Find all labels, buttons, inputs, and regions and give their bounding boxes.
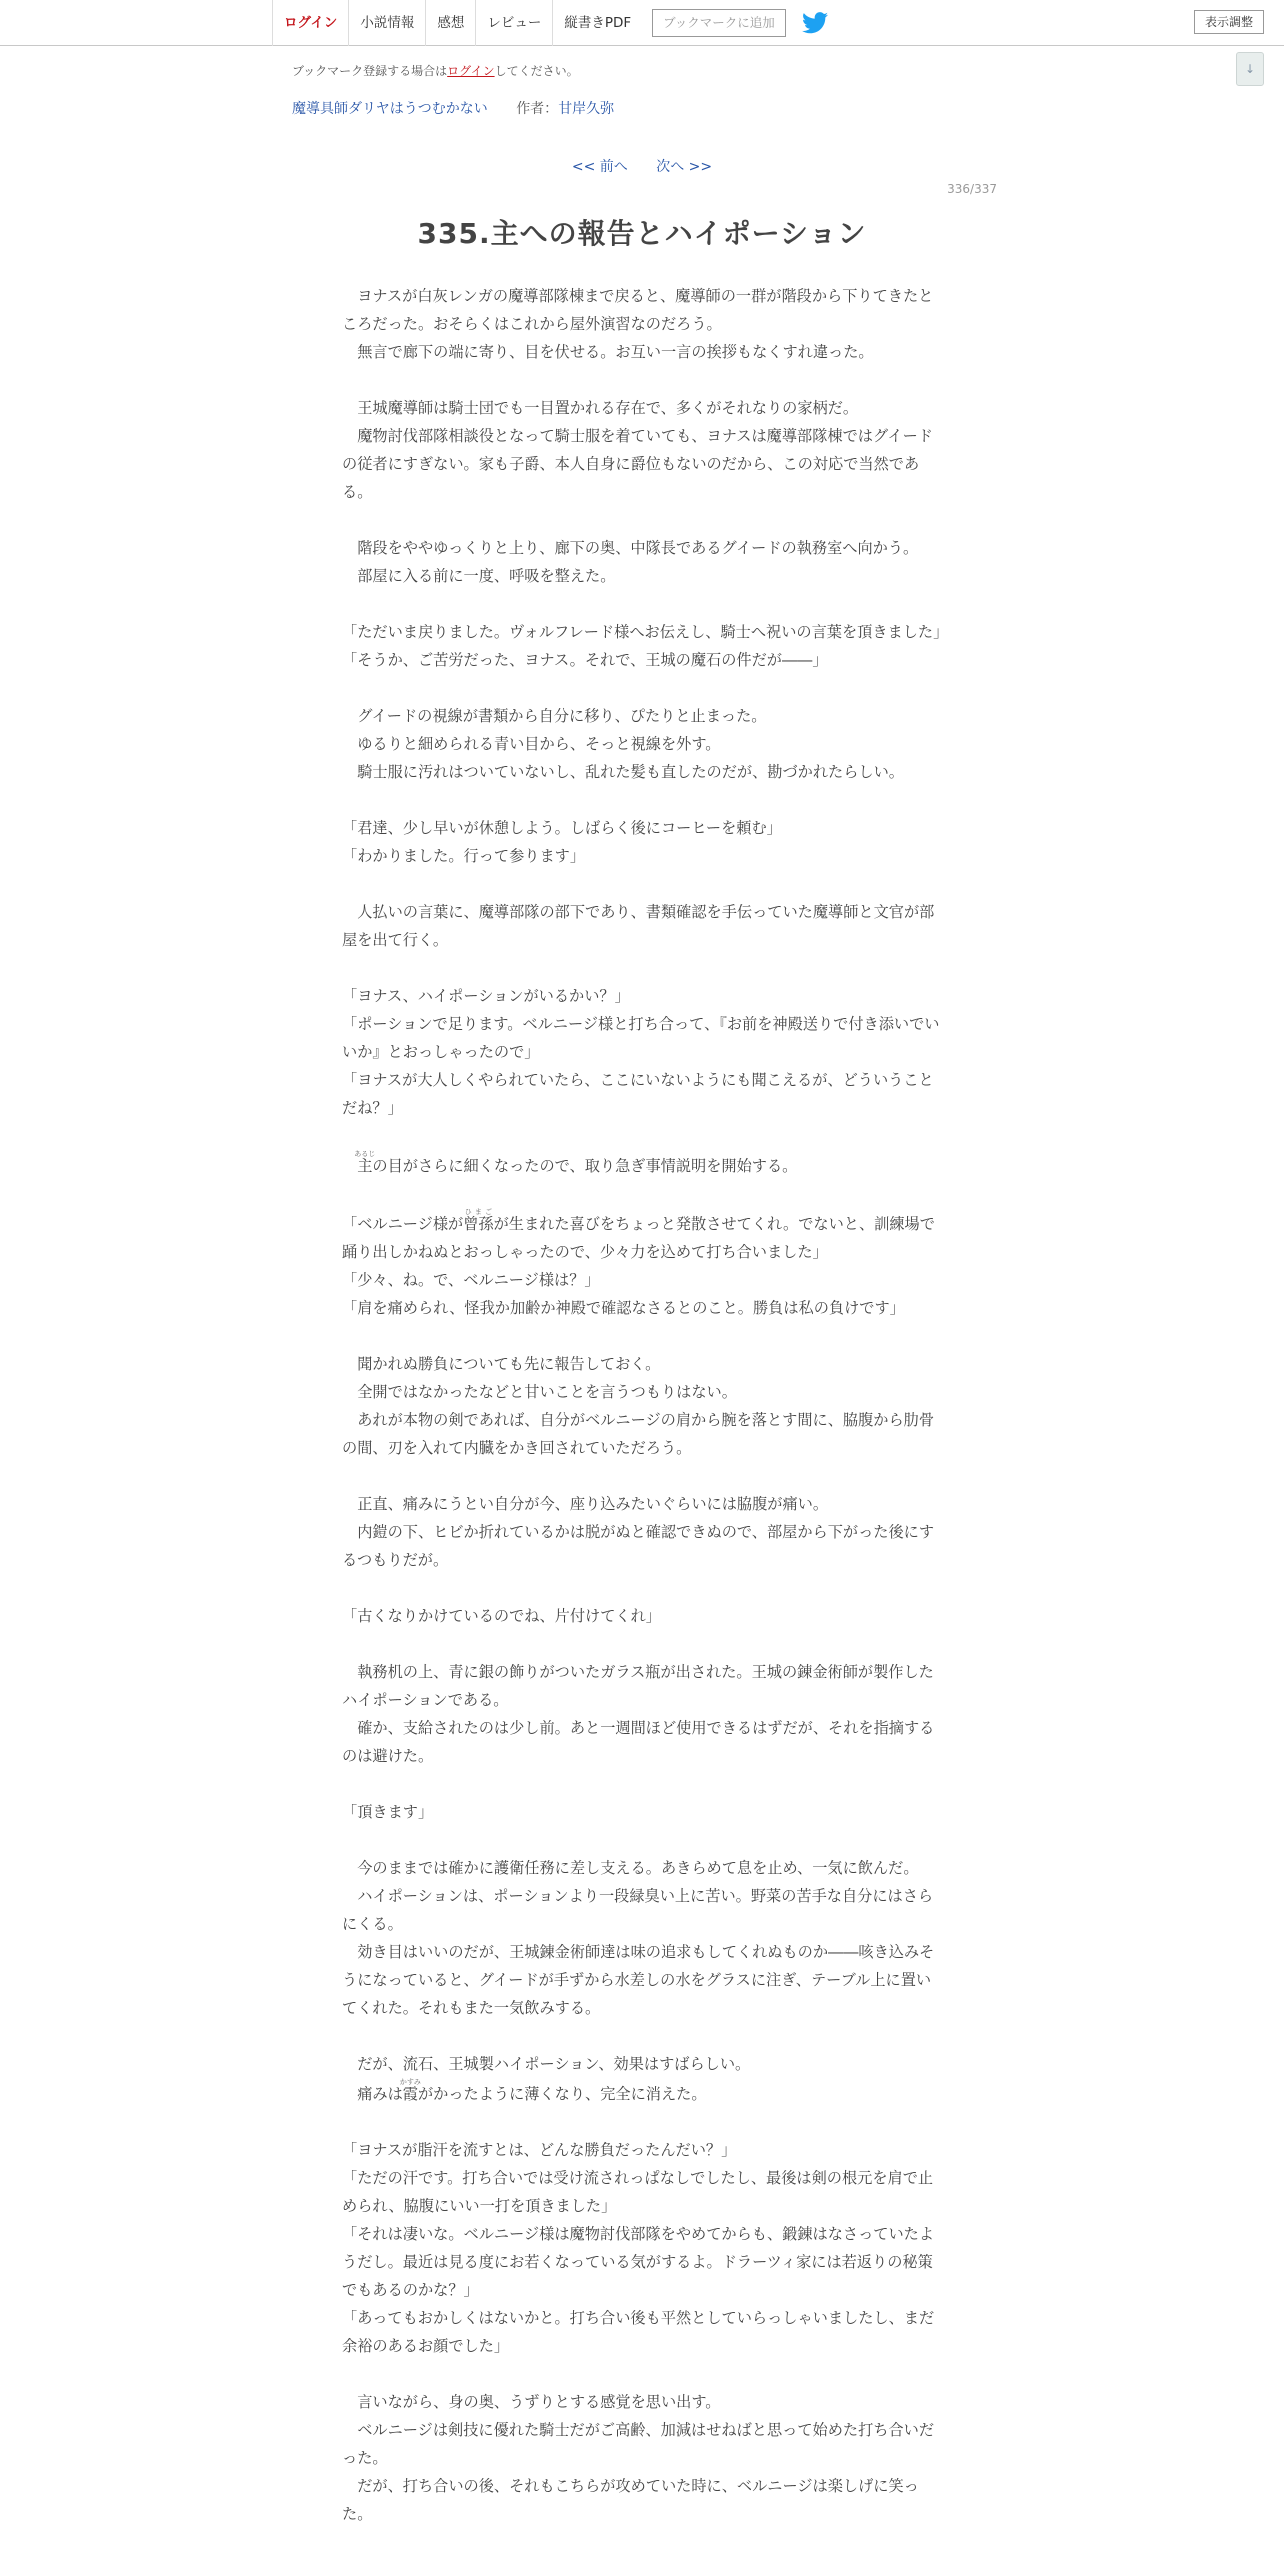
body-paragraph: 「わかりました。行って参ります」 bbox=[342, 847, 585, 865]
blank-line bbox=[342, 786, 942, 814]
blank-line bbox=[342, 506, 942, 534]
body-paragraph: ベルニージは剣技に優れた騎士だがご高齢、加減はせねばと思って始めた打ち合いだった。 bbox=[342, 2421, 935, 2467]
body-paragraph: 確か、支給されたのは少し前。あと一週間ほど使用できるはずだが、それを指摘するのは避けた。 bbox=[342, 1719, 935, 1765]
blank-line bbox=[342, 1770, 942, 1798]
body-paragraph: 今のままでは確かに護衛任務に差し支える。あきらめて息を止め、一気に飲んだ。 bbox=[342, 1859, 919, 1877]
notice-login-link[interactable]: ログイン bbox=[447, 64, 495, 78]
chapter-counter: 336/337 bbox=[947, 182, 997, 196]
body-paragraph: 無言で廊下の端に寄り、目を伏せる。お互い一言の挨拶もなくすれ違った。 bbox=[342, 343, 874, 361]
blank-line bbox=[342, 870, 942, 898]
body-paragraph: 「頂きます」 bbox=[342, 1803, 434, 1821]
body-paragraph: 「古くなりかけているのでね、片付けてくれ」 bbox=[342, 1607, 661, 1625]
body-paragraph: 正直、痛みにうとい自分が今、座り込みたいぐらいには脇腹が痛い。 bbox=[342, 1495, 828, 1513]
blank-line bbox=[342, 2360, 942, 2388]
body-paragraph: 「ヨナスが大人しくやられていたら、ここにいないようにも聞こえるが、どういうことだね？」 bbox=[342, 1071, 934, 1117]
blank-line bbox=[342, 674, 942, 702]
ruby-base: 霞 bbox=[399, 2085, 421, 2103]
novel-title-link[interactable]: 魔導具師ダリヤはうつむかない bbox=[292, 101, 488, 117]
blank-line bbox=[342, 1322, 942, 1350]
body-paragraph: 「ヨナスが脂汗を流すとは、どんな勝負だったんだい？」 bbox=[342, 2141, 737, 2159]
blank-line bbox=[342, 1462, 942, 1490]
blank-line bbox=[342, 590, 942, 618]
nav-novel-info-link[interactable]: 小説情報 bbox=[348, 0, 425, 46]
ruby-annotation bbox=[354, 1150, 376, 1175]
display-settings-button[interactable]: 表示調整 bbox=[1194, 10, 1264, 34]
blank-line bbox=[342, 1826, 942, 1854]
blank-line bbox=[342, 954, 942, 982]
ruby-base: 主 bbox=[354, 1157, 376, 1175]
notice-text-before: ブックマーク登録する場合は bbox=[292, 64, 448, 78]
bookmark-add-button[interactable]: ブックマークに追加 bbox=[652, 9, 786, 37]
body-paragraph: 「ただの汗です。打ち合いでは受け流されっぱなしでしたし、最後は剣の根元を肩で止められ、脇腹にいい一打を頂きました」 bbox=[342, 2169, 934, 2215]
ruby-annotation bbox=[463, 1208, 494, 1233]
blank-line bbox=[342, 2108, 942, 2136]
body-paragraph: だが、打ち合いの後、それもこちらが攻めていた時に、ベルニージは楽しげに笑った。 bbox=[342, 2477, 919, 2523]
body-paragraph: 「あってもおかしくはないかと。打ち合い後も平然としていらっしゃいましたし、まだ余裕のあるお顔でした」 bbox=[342, 2309, 935, 2355]
bookmark-login-notice bbox=[292, 62, 579, 79]
body-paragraph: 「ポーションで足ります。ベルニージ様と打ち合って、『お前を神殿送りで付き添いでいいか』とおっしゃったので」 bbox=[342, 1015, 940, 1061]
blank-line bbox=[342, 1630, 942, 1658]
body-paragraph: 王城魔導師は騎士団でも一目置かれる存在で、多くがそれなりの家柄だ。 bbox=[342, 399, 859, 417]
prev-chapter-link[interactable]: << 前へ bbox=[571, 159, 628, 175]
body-paragraph: 効き目はいいのだが、王城錬金術師達は味の追求もしてくれぬものか――咳き込みそうになっていると、グイードが手ずから水差しの水をグラスに注ぎ、テーブル上に置いてくれた。それもまた一気飲みする。 bbox=[342, 1943, 935, 2017]
author-link[interactable]: 甘岸久弥 bbox=[558, 101, 615, 117]
nav-pdf-link[interactable]: 縦書きPDF bbox=[552, 0, 642, 46]
body-paragraph: グイードの視線が書類から自分に移り、ぴたりと止まった。 bbox=[342, 707, 767, 725]
body-paragraph: 「肩を痛められ、怪我か加齢か神殿で確認なさるとのこと。勝負は私の負けです」 bbox=[342, 1299, 905, 1317]
body-paragraph: 魔物討伐部隊相談役となって騎士服を着ていても、ヨナスは魔導部隊棟ではグイードの従者にすぎない。家も子爵、本人自身に爵位もないのだから、この対応で当然である。 bbox=[342, 427, 933, 501]
body-paragraph: 「少々、ね。で、ベルニージ様は？」 bbox=[342, 1271, 600, 1289]
body-paragraph: 「ベルニージ様が曾孫ひまごが生まれた喜びをちょっと発散させてくれ。でないと、訓練場で踊り出しかねぬとおっしゃったので、少々力を込めて打ち合いました」 bbox=[342, 1208, 935, 1261]
blank-line bbox=[342, 366, 942, 394]
top-bar bbox=[0, 0, 1284, 46]
blank-line bbox=[342, 1180, 942, 1208]
author-label: 作者： bbox=[516, 101, 559, 117]
chapter-title: 335.主への報告とハイポーション bbox=[417, 217, 867, 250]
body-paragraph: ヨナスが白灰レンガの魔導部隊棟まで戻ると、魔導師の一群が階段から下りてきたところだった。おそらくはこれから屋外演習なのだろう。 bbox=[342, 287, 934, 333]
nav-login-link[interactable]: ログイン bbox=[272, 0, 348, 46]
blank-line bbox=[342, 1574, 942, 1602]
body-paragraph: 階段をややゆっくりと上り、廊下の奥、中隊長であるグイードの執務室へ向かう。 bbox=[342, 539, 919, 557]
ruby-annotation bbox=[399, 2078, 421, 2103]
body-paragraph: だが、流石、王城製ハイポーション、効果はすばらしい。 bbox=[342, 2055, 751, 2073]
next-chapter-link[interactable]: 次へ >> bbox=[656, 159, 713, 175]
chapter-pager bbox=[0, 156, 1284, 176]
ruby-reading: かすみ bbox=[399, 2078, 421, 2086]
body-paragraph: 人払いの言葉に、魔導部隊の部下であり、書類確認を手伝っていた魔導師と文官が部屋を出て行く。 bbox=[342, 903, 935, 949]
ruby-base: 曾孫 bbox=[463, 1215, 494, 1233]
notice-text-after: してください。 bbox=[494, 64, 579, 78]
body-paragraph: 「君達、少し早いが休憩しよう。しばらく後にコーヒーを頼む」 bbox=[342, 819, 782, 837]
blank-line bbox=[342, 2022, 942, 2050]
chapter-body bbox=[342, 282, 949, 2528]
ruby-reading: ひまご bbox=[463, 1208, 494, 1216]
nav-impressions-link[interactable]: 感想 bbox=[425, 0, 475, 46]
novel-header bbox=[292, 98, 614, 118]
body-paragraph: 聞かれぬ勝負についても先に報告しておく。 bbox=[342, 1355, 661, 1373]
body-paragraph: 部屋に入る前に一度、呼吸を整えた。 bbox=[342, 567, 616, 585]
ruby-reading: あるじ bbox=[354, 1150, 376, 1158]
body-paragraph: 「ただいま戻りました。ヴォルフレード様へお伝えし、騎士へ祝いの言葉を頂きました」 bbox=[342, 623, 949, 641]
twitter-bird-icon[interactable] bbox=[802, 12, 828, 34]
body-paragraph: 「そうか、ご苦労だった、ヨナス。それで、王城の魔石の件だが――」 bbox=[342, 651, 828, 669]
body-paragraph: あれが本物の剣であれば、自分がベルニージの肩から腕を落とす間に、脇腹から肋骨の間、刃を入れて内臓をかき回されていただろう。 bbox=[342, 1411, 935, 1457]
body-paragraph: 「ヨナス、ハイポーションがいるかい？」 bbox=[342, 987, 630, 1005]
body-paragraph: 主あるじの目がさらに細くなったので、取り急ぎ事情説明を開始する。 bbox=[354, 1150, 798, 1175]
body-paragraph: 執務机の上、青に銀の飾りがついたガラス瓶が出された。王城の錬金術師が製作したハイポーションである。 bbox=[342, 1663, 934, 1709]
body-paragraph: 騎士服に汚れはついていないし、乱れた髪も直したのだが、勘づかれたらしい。 bbox=[342, 763, 904, 781]
scroll-down-button[interactable]: ↓ bbox=[1236, 52, 1264, 86]
body-paragraph: 痛みは霞かすみがかったように薄くなり、完全に消えた。 bbox=[342, 2078, 707, 2103]
nav-review-link[interactable]: レビュー bbox=[475, 0, 552, 46]
body-paragraph: 全開ではなかったなどと甘いことを言うつもりはない。 bbox=[342, 1383, 737, 1401]
body-paragraph: ゆるりと細められる青い目から、そっと視線を外す。 bbox=[342, 735, 721, 753]
main-nav bbox=[272, 0, 828, 46]
body-paragraph: 言いながら、身の奥、うずりとする感覚を思い出す。 bbox=[342, 2393, 721, 2411]
body-paragraph: 内鎧の下、ヒビか折れているかは脱がぬと確認できぬので、部屋から下がった後にするつもりだが。 bbox=[342, 1523, 935, 1569]
blank-line bbox=[342, 1122, 942, 1150]
body-paragraph: 「それは凄いな。ベルニージ様は魔物討伐部隊をやめてからも、鍛錬はなさっていたようだし。最近は見る度にお若くなっている気がするよ。ドラーツィ家には若返りの秘策でもあるのかな？」 bbox=[342, 2225, 935, 2299]
body-paragraph: ハイポーションは、ポーションより一段緑臭い上に苦い。野菜の苦手な自分にはさらにくる。 bbox=[342, 1887, 934, 1933]
